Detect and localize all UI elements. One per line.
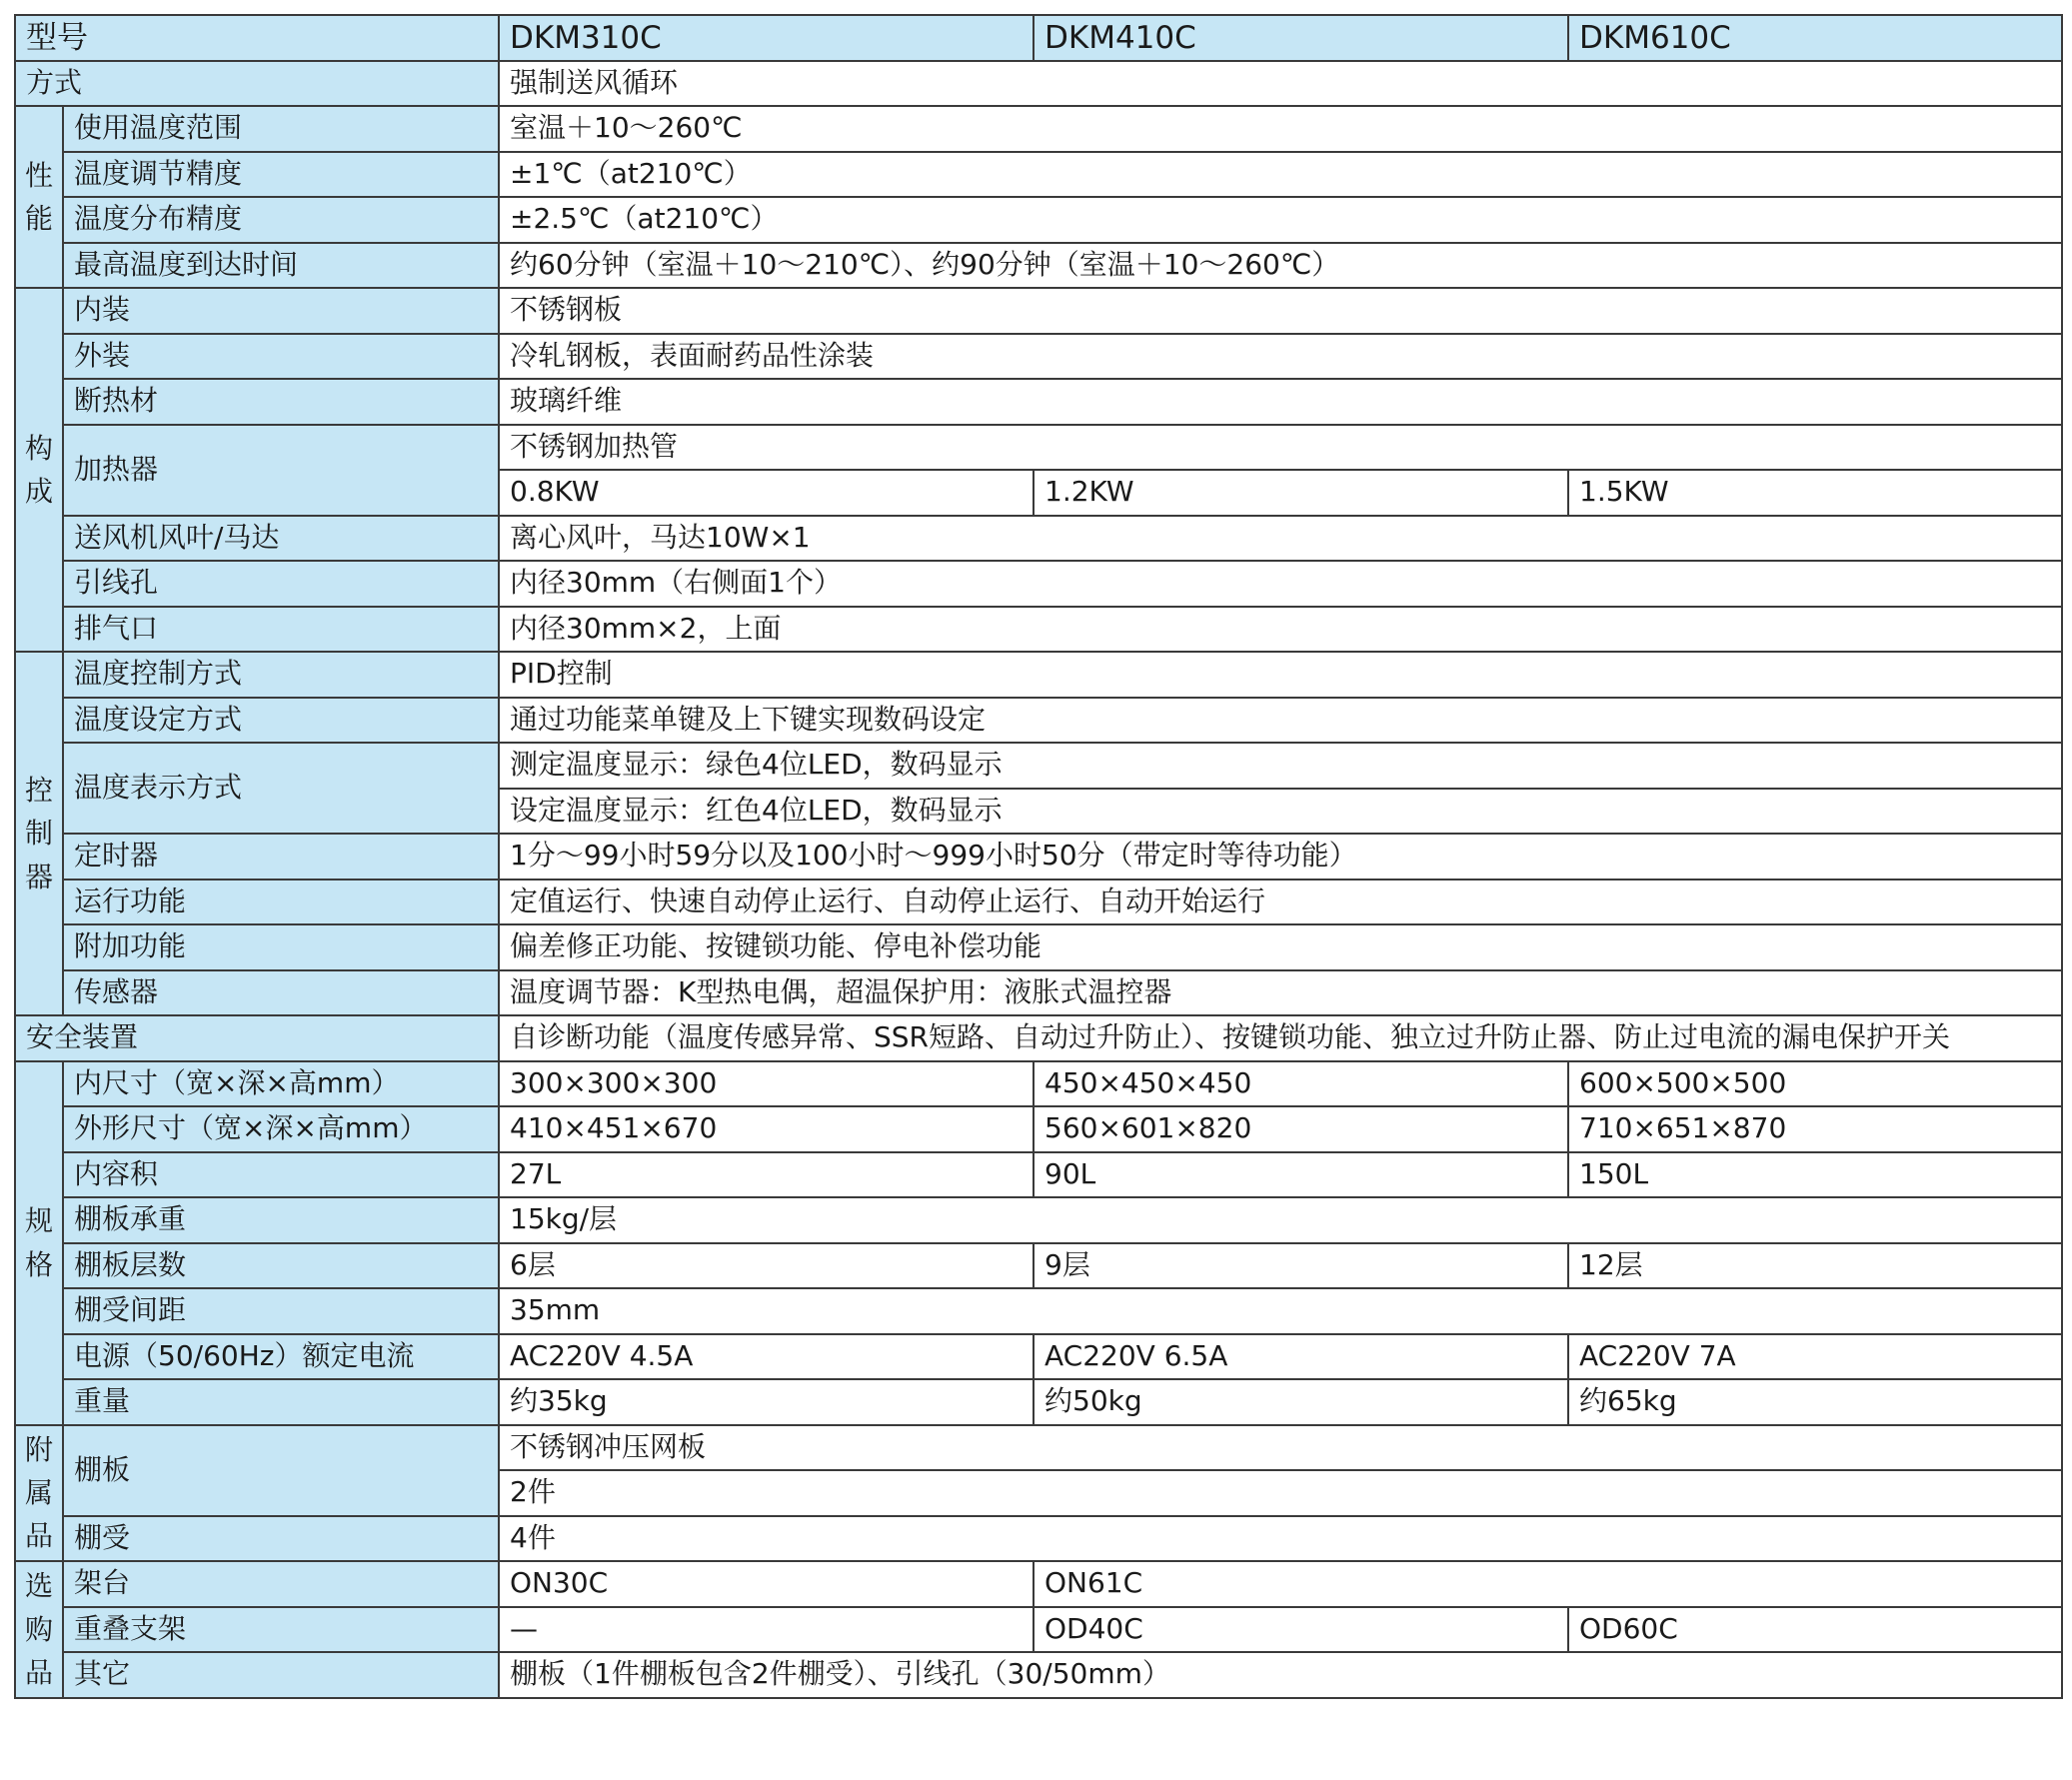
- row-label: 定时器: [63, 834, 499, 880]
- specs-group-label: 规 格: [15, 1061, 63, 1425]
- row-label: 重叠支架: [63, 1607, 499, 1653]
- row-label: 最高温度到达时间: [63, 243, 499, 289]
- row-label: 棚受间距: [63, 1288, 499, 1334]
- row-value: 室温＋10～260℃: [499, 106, 2062, 152]
- construction-row: [15, 379, 2062, 425]
- safety-row: [15, 1015, 2062, 1061]
- model-name: DKM410C: [1034, 15, 1568, 61]
- specs-row: [15, 1197, 2062, 1243]
- row-value: 偏差修正功能、按键锁功能、停电补偿功能: [499, 924, 2062, 970]
- construction-row: [15, 425, 2062, 471]
- row-value: 35mm: [499, 1288, 2062, 1334]
- controller-row: [15, 834, 2062, 880]
- controller-row: [15, 880, 2062, 925]
- row-value: 6层: [499, 1243, 1034, 1289]
- row-value: OD60C: [1568, 1607, 2062, 1653]
- row-value: 710×651×870: [1568, 1106, 2062, 1152]
- row-label: 使用温度范围: [63, 106, 499, 152]
- row-value: AC220V 4.5A: [499, 1334, 1034, 1380]
- row-value: 300×300×300: [499, 1061, 1034, 1107]
- row-label: 排气口: [63, 607, 499, 653]
- specs-row: [15, 1379, 2062, 1425]
- performance-row: [15, 152, 2062, 198]
- row-label: 附加功能: [63, 924, 499, 970]
- accessories-row: [15, 1425, 2062, 1471]
- row-label: 内尺寸（宽×深×高mm）: [63, 1061, 499, 1107]
- performance-row: [15, 197, 2062, 243]
- method-label: 方式: [15, 61, 499, 107]
- construction-row: [15, 288, 2062, 334]
- row-label: 内装: [63, 288, 499, 334]
- method-row: [15, 61, 2062, 107]
- row-label: 架台: [63, 1561, 499, 1607]
- row-label: 温度表示方式: [63, 743, 499, 834]
- row-value: 内径30mm×2，上面: [499, 607, 2062, 653]
- controller-row: [15, 743, 2062, 789]
- row-value: 测定温度显示：绿色4位LED，数码显示: [499, 743, 2062, 789]
- row-value: 约35kg: [499, 1379, 1034, 1425]
- row-value: 约65kg: [1568, 1379, 2062, 1425]
- construction-group-label: 构 成: [15, 288, 63, 652]
- row-value: 温度调节器：K型热电偶，超温保护用：液胀式温控器: [499, 970, 2062, 1016]
- row-value: ±2.5℃（at210℃）: [499, 197, 2062, 243]
- row-value: AC220V 7A: [1568, 1334, 2062, 1380]
- row-value: 27L: [499, 1152, 1034, 1198]
- row-label: 外装: [63, 334, 499, 380]
- row-value: PID控制: [499, 652, 2062, 698]
- row-label: 传感器: [63, 970, 499, 1016]
- row-value: ±1℃（at210℃）: [499, 152, 2062, 198]
- options-group-label: 选 购 品: [15, 1561, 63, 1698]
- row-value: 约60分钟（室温＋10～210℃）、约90分钟（室温＋10～260℃）: [499, 243, 2062, 289]
- controller-row: [15, 924, 2062, 970]
- model-name: DKM610C: [1568, 15, 2062, 61]
- row-value: 410×451×670: [499, 1106, 1034, 1152]
- row-value: 不锈钢板: [499, 288, 2062, 334]
- controller-group-label: 控 制 器: [15, 652, 63, 1015]
- row-value: OD40C: [1034, 1607, 1568, 1653]
- performance-row: [15, 106, 2062, 152]
- construction-row: [15, 334, 2062, 380]
- options-row: [15, 1652, 2062, 1698]
- row-value: —: [499, 1607, 1034, 1653]
- heater-power: 1.5KW: [1568, 470, 2062, 516]
- controller-row: [15, 970, 2062, 1016]
- row-label: 内容积: [63, 1152, 499, 1198]
- options-row: [15, 1607, 2062, 1653]
- accessories-group-label: 附 属 品: [15, 1425, 63, 1562]
- row-label: 重量: [63, 1379, 499, 1425]
- row-label: 电源（50/60Hz）额定电流: [63, 1334, 499, 1380]
- row-value: 通过功能菜单键及上下键实现数码设定: [499, 698, 2062, 744]
- method-value: 强制送风循环: [499, 61, 2062, 107]
- construction-row: [15, 516, 2062, 562]
- row-label: 棚板承重: [63, 1197, 499, 1243]
- row-value: 90L: [1034, 1152, 1568, 1198]
- row-value: 约50kg: [1034, 1379, 1568, 1425]
- row-value: ON30C: [499, 1561, 1034, 1607]
- accessories-row: [15, 1516, 2062, 1562]
- row-value: 离心风叶，马达10W×1: [499, 516, 2062, 562]
- row-value: 棚板（1件棚板包含2件棚受）、引线孔（30/50mm）: [499, 1652, 2062, 1698]
- row-value: 150L: [1568, 1152, 2062, 1198]
- spec-table: [14, 14, 2063, 1699]
- row-label: 送风机风叶/马达: [63, 516, 499, 562]
- specs-row: [15, 1288, 2062, 1334]
- specs-row: [15, 1334, 2062, 1380]
- header-row: [15, 15, 2062, 61]
- row-value: 1分～99小时59分以及100小时～999小时50分（带定时等待功能）: [499, 834, 2062, 880]
- row-value: 冷轧钢板，表面耐药品性涂装: [499, 334, 2062, 380]
- row-label: 温度控制方式: [63, 652, 499, 698]
- row-value: 不锈钢冲压网板: [499, 1425, 2062, 1471]
- row-label: 引线孔: [63, 561, 499, 607]
- row-label: 外形尺寸（宽×深×高mm）: [63, 1106, 499, 1152]
- heater-power: 1.2KW: [1034, 470, 1568, 516]
- specs-row: [15, 1243, 2062, 1289]
- row-value: 4件: [499, 1516, 2062, 1562]
- safety-label: 安全装置: [15, 1015, 499, 1061]
- performance-row: [15, 243, 2062, 289]
- row-value: 560×601×820: [1034, 1106, 1568, 1152]
- row-value: 450×450×450: [1034, 1061, 1568, 1107]
- row-value: 600×500×500: [1568, 1061, 2062, 1107]
- row-value: 9层: [1034, 1243, 1568, 1289]
- row-value: AC220V 6.5A: [1034, 1334, 1568, 1380]
- construction-row: [15, 561, 2062, 607]
- row-value: 定值运行、快速自动停止运行、自动停止运行、自动开始运行: [499, 880, 2062, 925]
- row-label: 断热材: [63, 379, 499, 425]
- row-label: 温度分布精度: [63, 197, 499, 243]
- model-label: 型号: [15, 15, 499, 61]
- row-label: 棚板: [63, 1425, 499, 1516]
- row-label: 温度设定方式: [63, 698, 499, 744]
- heater-power: 0.8KW: [499, 470, 1034, 516]
- row-value: 15kg/层: [499, 1197, 2062, 1243]
- model-name: DKM310C: [499, 15, 1034, 61]
- construction-row: [15, 607, 2062, 653]
- performance-group-label: 性 能: [15, 106, 63, 288]
- row-label: 其它: [63, 1652, 499, 1698]
- row-label: 运行功能: [63, 880, 499, 925]
- options-row: [15, 1561, 2062, 1607]
- controller-row: [15, 652, 2062, 698]
- row-label: 温度调节精度: [63, 152, 499, 198]
- row-value: ON61C: [1034, 1561, 2062, 1607]
- specs-row: [15, 1061, 2062, 1107]
- row-value: 不锈钢加热管: [499, 425, 2062, 471]
- specs-row: [15, 1106, 2062, 1152]
- safety-value: 自诊断功能（温度传感异常、SSR短路、自动过升防止）、按键锁功能、独立过升防止器、防止过电流的漏电保护开关: [499, 1015, 2062, 1061]
- controller-row: [15, 698, 2062, 744]
- row-value: 玻璃纤维: [499, 379, 2062, 425]
- row-label: 加热器: [63, 425, 499, 516]
- row-label: 棚板层数: [63, 1243, 499, 1289]
- specs-row: [15, 1152, 2062, 1198]
- row-value: 2件: [499, 1470, 2062, 1516]
- row-value: 12层: [1568, 1243, 2062, 1289]
- row-label: 棚受: [63, 1516, 499, 1562]
- row-value: 内径30mm（右侧面1个）: [499, 561, 2062, 607]
- row-value: 设定温度显示：红色4位LED，数码显示: [499, 789, 2062, 835]
